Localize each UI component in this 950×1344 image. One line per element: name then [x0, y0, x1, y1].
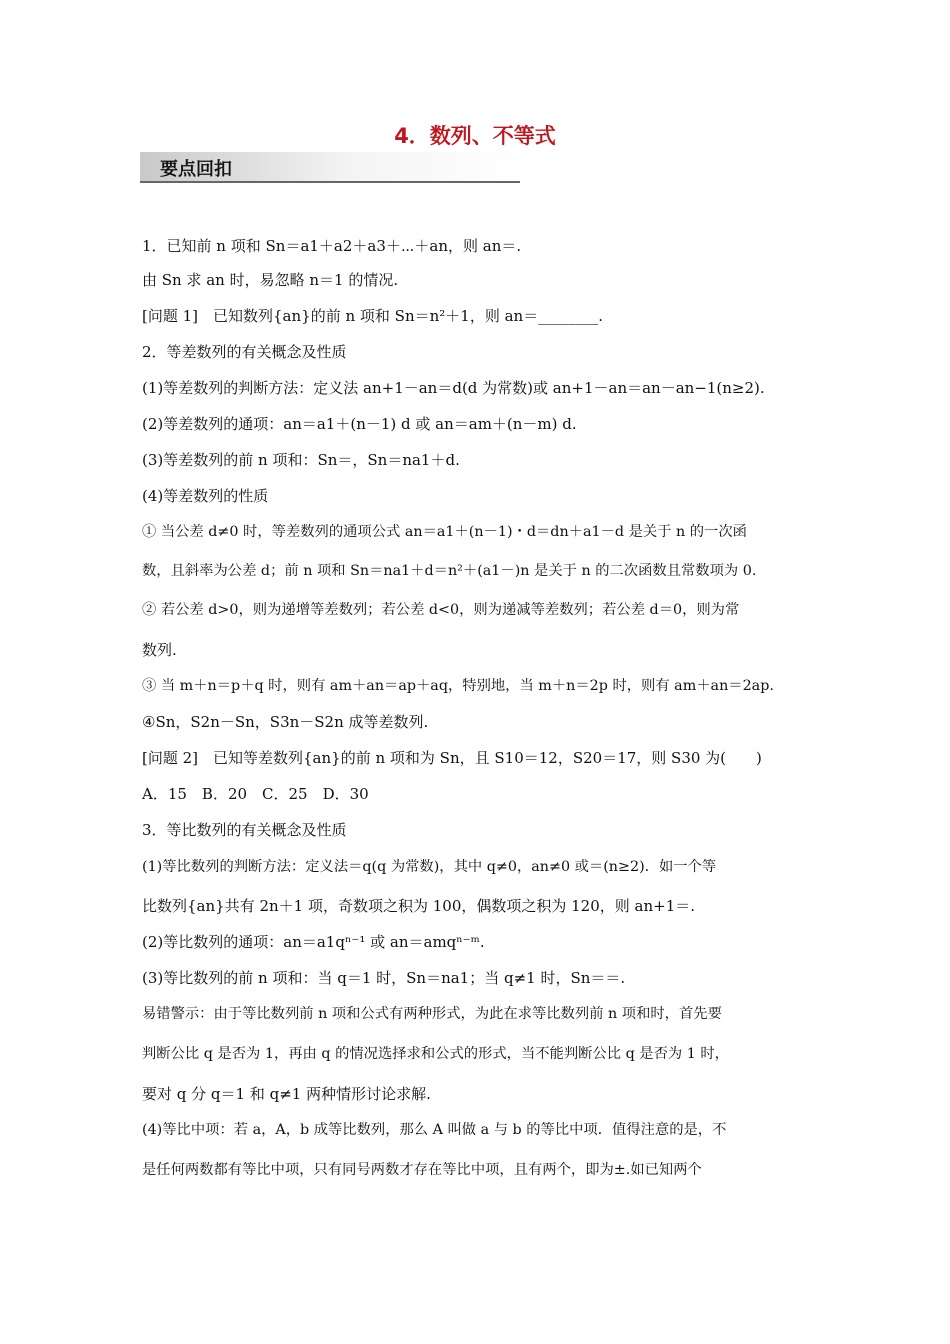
text-line: (3)等比数列的前 n 项和：当 q＝1 时，Sn＝na1；当 q≠1 时，Sn＝＝. [142, 969, 626, 987]
text-line: (2)等比数列的通项：an＝a1qⁿ⁻¹ 或 an＝amqⁿ⁻ᵐ. [142, 933, 485, 951]
answer-options: A．15 B．20 C．25 D．30 [142, 785, 369, 803]
text-line: 数，且斜率为公差 d；前 n 项和 Sn＝na1＋d＝n²＋(a1－)n 是关于 n 的二次函数且常数项为 0. [142, 563, 757, 579]
text-line: 1．已知前 n 项和 Sn＝a1＋a2＋a3＋⋯＋an，则 an＝. [142, 237, 522, 255]
section-title: 要点回扣 [160, 159, 232, 180]
question-line: [问题 1] 已知数列{an}的前 n 项和 Sn＝n²＋1，则 an＝________. [142, 307, 603, 325]
text-line: (2)等差数列的通项：an＝a1＋(n－1) d 或 an＝am＋(n－m) d. [142, 415, 577, 433]
page-title: 4．数列、不等式 [394, 124, 556, 148]
text-line: (1)等差数列的判断方法：定义法 an+1－an＝d(d 为常数)或 an+1－an＝an－an−1(n≥2). [142, 379, 765, 397]
text-line: (3)等差数列的前 n 项和：Sn＝，Sn＝na1＋d. [142, 451, 460, 469]
text-line: 由 Sn 求 an 时，易忽略 n＝1 的情况. [142, 271, 399, 289]
text-line: ① 当公差 d≠0 时，等差数列的通项公式 an＝a1＋(n－1)・d＝dn＋a1－d 是关于 n 的一次函 [142, 524, 747, 540]
section-header [140, 152, 520, 183]
text-line: 数列. [142, 641, 177, 659]
text-line: ② 若公差 d>0，则为递增等差数列；若公差 d<0，则为递减等差数列；若公差 d＝0，则为常 [142, 602, 740, 618]
text-line: 是任何两数都有等比中项，只有同号两数才存在等比中项，且有两个，即为±.如已知两个 [142, 1162, 702, 1178]
heading-line: 2．等差数列的有关概念及性质 [142, 343, 347, 361]
text-line: (1)等比数列的判断方法：定义法＝q(q 为常数)，其中 q≠0，an≠0 或＝(n≥2)．如一个等 [142, 859, 717, 875]
warning-line: 判断公比 q 是否为 1，再由 q 的情况选择求和公式的形式，当不能判断公比 q 是否为 1 时， [142, 1046, 729, 1062]
text-line: ③ 当 m＋n＝p＋q 时，则有 am＋an＝ap＋aq，特别地，当 m＋n＝2p 时，则有 am＋an＝2ap. [142, 678, 774, 694]
question-line: [问题 2] 已知等差数列{an}的前 n 项和为 Sn，且 S10＝12，S20＝17，则 S30 为( ) [142, 749, 762, 767]
text-line: (4)等比中项：若 a，A，b 成等比数列，那么 A 叫做 a 与 b 的等比中项．值得注意的是，不 [142, 1122, 727, 1138]
text-line: (4)等差数列的性质 [142, 487, 269, 505]
heading-line: 3．等比数列的有关概念及性质 [142, 821, 347, 839]
text-line: ④Sn，S2n－Sn，S3n－S2n 成等差数列. [142, 713, 429, 731]
warning-line: 要对 q 分 q＝1 和 q≠1 两种情形讨论求解. [142, 1085, 431, 1103]
text-line: 比数列{an}共有 2n＋1 项，奇数项之积为 100，偶数项之积为 120，则 an+1＝. [142, 897, 696, 915]
warning-line: 易错警示：由于等比数列前 n 项和公式有两种形式，为此在求等比数列前 n 项和时，首先要 [142, 1006, 722, 1022]
